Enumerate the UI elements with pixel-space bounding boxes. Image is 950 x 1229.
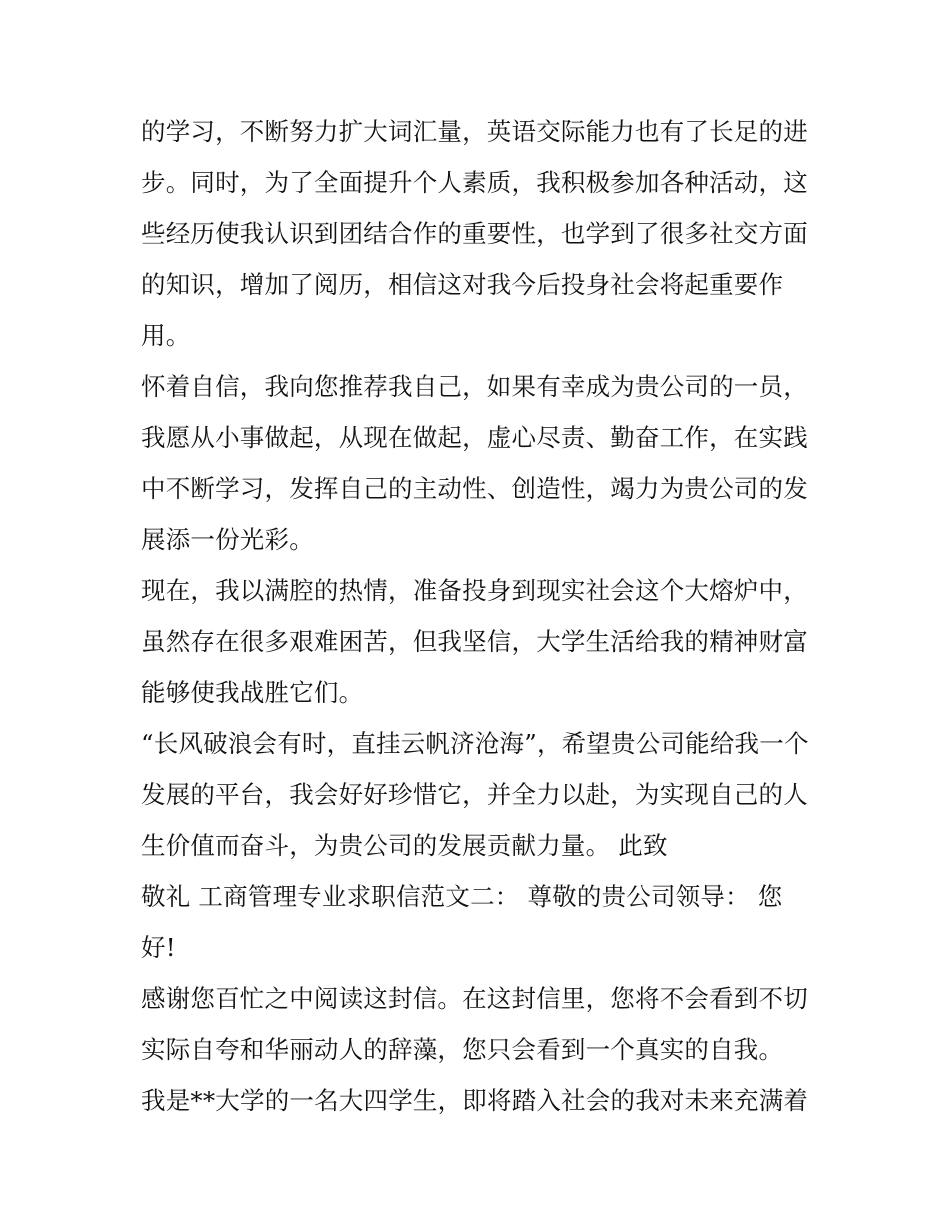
text-line: 发展的平台，我会好好珍惜它，并全力以赴，为实现自己的人 <box>141 780 808 809</box>
text-line: 好! <box>141 933 176 962</box>
text-line: 用。 <box>141 321 191 350</box>
text-line: 我是**大学的一名大四学生，即将踏入社会的我对未来充满着 <box>141 1086 809 1115</box>
text-line: 感谢您百忙之中阅读这封信。在这封信里，您将不会看到不切 <box>141 984 808 1013</box>
text-line: 生价值而奋斗，为贵公司的发展贡献力量。 此致 <box>141 831 668 860</box>
text-line: “长风破浪会有时，直挂云帆济沧海”，希望贵公司能给我一个 <box>141 729 809 758</box>
text-line: 实际自夸和华丽动人的辞藻，您只会看到一个真实的自我。 <box>141 1035 784 1064</box>
document-body <box>141 106 816 1126</box>
text-line: 我愿从小事做起，从现在做起，虚心尽责、勤奋工作，在实践 <box>141 423 808 452</box>
text-line: 能够使我战胜它们。 <box>141 678 364 707</box>
text-line: 展添一份光彩。 <box>141 525 314 554</box>
text-line: 中不断学习，发挥自己的主动性、创造性，竭力为贵公司的发 <box>141 474 808 503</box>
text-line: 些经历使我认识到团结合作的重要性，也学到了很多社交方面 <box>141 219 808 248</box>
text-line: 敬礼 工商管理专业求职信范文二： 尊敬的贵公司领导： 您 <box>141 882 783 911</box>
text-line: 虽然存在很多艰难困苦，但我坚信，大学生活给我的精神财富 <box>141 627 808 656</box>
text-line: 的学习，不断努力扩大词汇量，英语交际能力也有了长足的进 <box>141 117 808 146</box>
text-line: 现在，我以满腔的热情，准备投身到现实社会这个大熔炉中， <box>141 576 808 605</box>
text-line: 怀着自信，我向您推荐我自己，如果有幸成为贵公司的一员， <box>141 372 808 401</box>
text-line: 的知识，增加了阅历，相信这对我今后投身社会将起重要作 <box>141 270 784 299</box>
text-line: 步。同时，为了全面提升个人素质，我积极参加各种活动，这 <box>141 168 808 197</box>
